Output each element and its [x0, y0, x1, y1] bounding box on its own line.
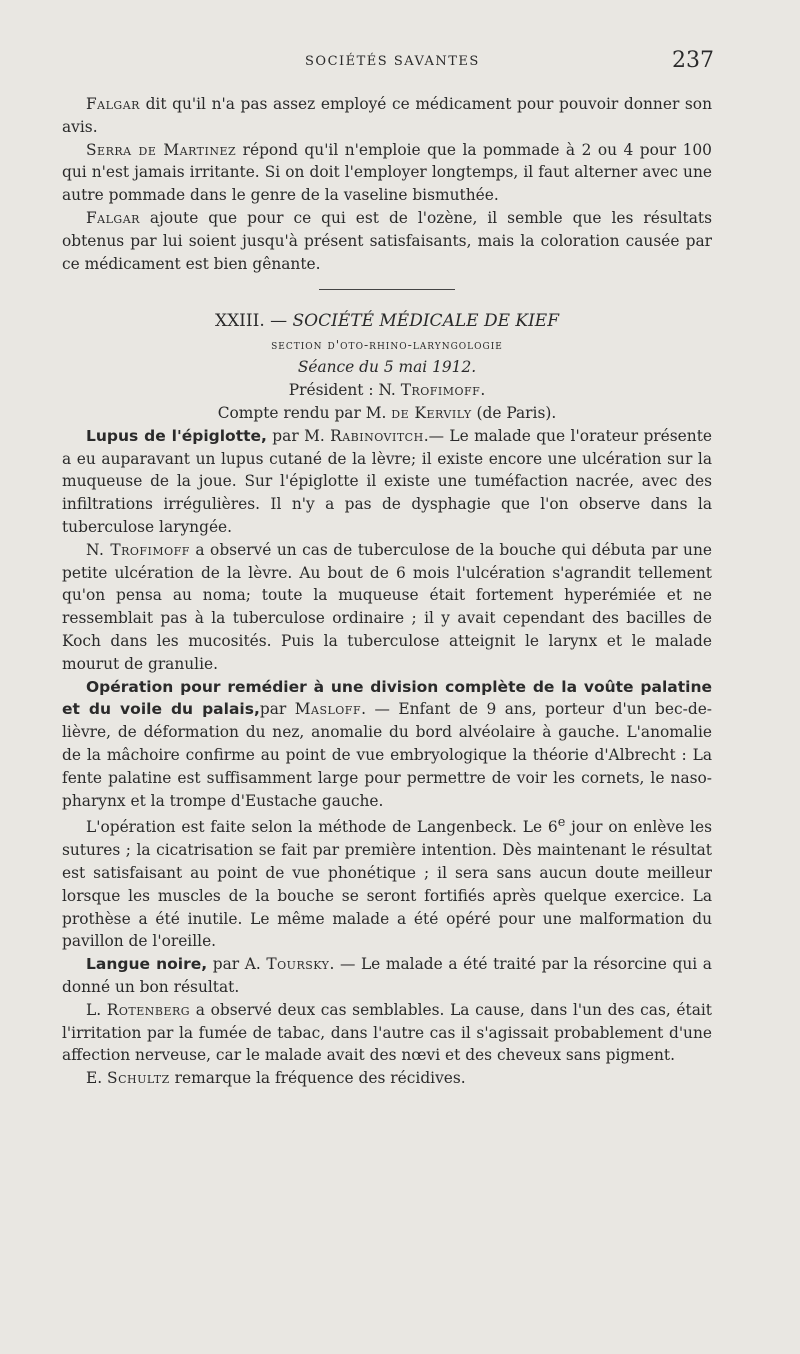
paragraph-text: dit qu'il n'a pas assez employé ce médicament pour pouvoir donner son avis. — [62, 95, 712, 136]
topic-title: Langue noire, — [86, 955, 208, 974]
paragraph-falgar-1 — [62, 93, 712, 139]
paragraph-text: .— Le malade que l'orateur présente a eu auparavant un lupus cutané de la lèvre; il existe encore une ulcération sur la muqueuse de la joue. Sur l'épiglotte il existe une tuméfaction nacrée, avec des infiltrations irrégulières. Il n'y a pas de dysphagie que l'on observe dans la tuberculose laryngée. — [62, 426, 712, 536]
president-line — [62, 379, 712, 402]
section-number: XXIII. — — [214, 311, 293, 332]
superscript: e — [557, 815, 566, 831]
page-header — [0, 48, 800, 78]
president-prefix: Président : N. — [288, 381, 401, 400]
paragraph-operation — [62, 676, 712, 813]
by-text: par M. — [266, 426, 331, 445]
paragraph-langue — [62, 953, 712, 999]
paragraph-text: jour on enlève les sutures ; la cicatrisation se fait par première intention. Dès maintenant le résultat est satisfaisant au point de vue phonétique ; il sera sans aucun doute meilleur lorsque les muscles de la bouche se seront fortifiés après quelque exercice. La prothèse a été inutile. Le même malade a été opéré pour une malformation du pavillon de l'oreille. — [62, 818, 712, 951]
section-title — [62, 308, 712, 334]
body-text — [62, 93, 712, 1090]
paragraph-operation-2 — [62, 812, 712, 953]
speaker-name: Falgar — [86, 95, 140, 113]
section-name: SOCIÉTÉ MÉDICALE DE KIEF — [292, 311, 560, 332]
paragraph-rotenberg — [62, 999, 712, 1067]
initial: E. — [86, 1069, 108, 1088]
section-divider — [319, 289, 455, 290]
paragraph-lupus — [62, 425, 712, 539]
paragraph-trofimoff — [62, 539, 712, 676]
paragraph-text: remarque la fréquence des récidives. — [169, 1069, 466, 1088]
paragraph-text: a observé deux cas semblables. La cause, dans l'un des cas, était l'irritation par la fumée de tabac, dans l'autre cas il s'agissait probablement d'une affection nerveuse, car le malade avait des nœvi et des cheveux sans pigment. — [62, 1000, 712, 1065]
session-date: Séance du 5 mai 1912. — [297, 358, 477, 377]
speaker-name: N. Trofimoff — [86, 540, 190, 559]
reporter-name: de Kervily — [391, 403, 472, 422]
by-text: par A. — [207, 955, 267, 974]
section-subtitle: section d'oto-rhino-laryngologie — [271, 337, 503, 353]
paragraph-falgar-2 — [62, 207, 712, 275]
by-text: par — [259, 700, 295, 719]
author-name: Masloff — [294, 700, 362, 719]
page-number: 237 — [672, 48, 714, 73]
topic-title: Lupus de l'épiglotte, — [86, 426, 267, 445]
paragraph-text: . — Le malade a été traité par la résorcine qui a donné un bon résultat. — [62, 955, 712, 997]
report-line — [62, 402, 712, 425]
author-name: Toursky — [266, 955, 330, 974]
paragraph-text: répond qu'il n'emploie que la pommade à 2 ou 4 pour 100 qui n'est jamais irritante. Si on doit l'employer longtemps, il faut alterner avec une autre pommade dans le genre de la vaseline bismuthée. — [62, 140, 712, 205]
initial: L. — [86, 1000, 107, 1019]
running-head: SOCIÉTÉS SAVANTES — [305, 54, 480, 69]
paragraph-text: ajoute que pour ce qui est de l'ozène, il semble que les résultats obtenus par lui soient jusqu'à présent satisfaisants, mais la coloration causée par ce médicament est bien gênante. — [62, 208, 712, 273]
speaker-name: Serra de Martinez — [86, 140, 237, 159]
topic-title: Opération pour remédier à une division complète de la voûte palatine et du voile du palais, — [62, 677, 712, 719]
report-prefix: Compte rendu par M. — [217, 403, 392, 422]
paragraph-text: L'opération est faite selon la méthode de Langenbeck. Le 6 — [86, 818, 558, 837]
paragraph-serra — [62, 139, 712, 207]
speaker-name: Schultz — [107, 1069, 170, 1088]
speaker-name: Falgar — [86, 208, 140, 227]
report-suffix: (de Paris). — [471, 403, 557, 422]
president-suffix: . — [480, 381, 486, 400]
speaker-name: Rotenberg — [106, 1000, 191, 1019]
paragraph-schultz — [62, 1067, 712, 1090]
paragraph-text: . — Enfant de 9 ans, porteur d'un bec-de-lièvre, de déformation du nez, anomalie du bord alvéolaire à gauche. L'anomalie de la mâchoire confirme au point de vue embryologique la théorie d'Albrecht : La fente palatine est suffisamment large pour permettre de voir les cornets, le naso-pharynx et la trompe d'Eustache gauche. — [62, 700, 712, 810]
president-name: Trofimoff — [400, 381, 481, 400]
paragraph-text: a observé un cas de tuberculose de la bouche qui débuta par une petite ulcération de la lèvre. Au bout de 6 mois l'ulcération s'agrandit tellement qu'on pensa au noma; toute la muqueuse était fortement hyperémiée et ne ressemblait pas à la tuberculose ordinaire ; il y avait cependant des bacilles de Koch dans les mucosités. Puis la tuberculose atteignit le larynx et le malade mourut de granulie. — [62, 540, 712, 673]
author-name: Rabinovitch — [330, 426, 424, 445]
